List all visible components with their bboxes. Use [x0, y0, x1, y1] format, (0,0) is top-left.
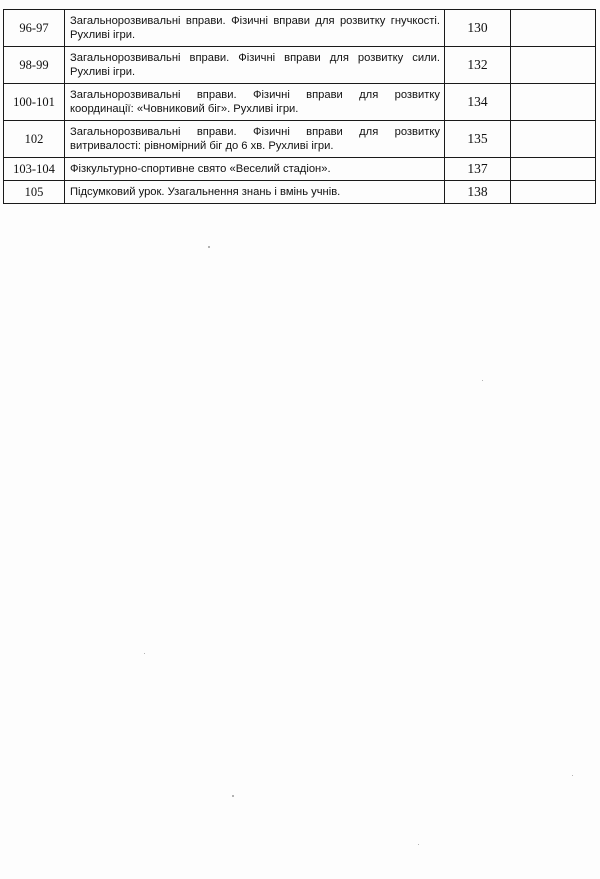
page-number-cell: 132: [445, 47, 511, 84]
table-row: [4, 47, 596, 84]
table-row: [4, 84, 596, 121]
lesson-number-cell: 98-99: [4, 47, 65, 84]
lesson-topic-cell: Загальнорозвивальні вправи. Фізичні вправи для розвитку витривалості: рівномірний біг до 6 хв. Рухливі ігри.: [65, 121, 445, 158]
table-row: [4, 10, 596, 47]
scan-speck: [482, 380, 483, 381]
lesson-number-cell: 100-101: [4, 84, 65, 121]
scan-speck: [572, 775, 573, 776]
empty-cell: [511, 181, 596, 204]
scan-speck: [208, 246, 210, 248]
empty-cell: [511, 10, 596, 47]
lesson-topic-cell: Фізкультурно-спортивне свято «Веселий стадіон».: [65, 158, 445, 181]
scan-speck: [418, 844, 419, 845]
lesson-plan-table: [3, 9, 596, 204]
lesson-number-cell: 105: [4, 181, 65, 204]
lesson-topic-cell: Загальнорозвивальні вправи. Фізичні вправи для розвитку сили. Рухливі ігри.: [65, 47, 445, 84]
page-number-cell: 135: [445, 121, 511, 158]
lesson-number-cell: 102: [4, 121, 65, 158]
scan-speck: [144, 653, 145, 654]
empty-cell: [511, 47, 596, 84]
empty-cell: [511, 84, 596, 121]
table-row: [4, 158, 596, 181]
table-row: [4, 121, 596, 158]
page-number-cell: 138: [445, 181, 511, 204]
lesson-topic-cell: Загальнорозвивальні вправи. Фізичні вправи для розвитку координації: «Човниковий біг». Рухливі ігри.: [65, 84, 445, 121]
empty-cell: [511, 158, 596, 181]
empty-cell: [511, 121, 596, 158]
lesson-number-cell: 103-104: [4, 158, 65, 181]
scan-speck: [232, 795, 234, 797]
table-row: [4, 181, 596, 204]
page-number-cell: 130: [445, 10, 511, 47]
lesson-topic-cell: Загальнорозвивальні вправи. Фізичні вправи для розвитку гнучкості. Рухливі ігри.: [65, 10, 445, 47]
lesson-topic-cell: Підсумковий урок. Узагальнення знань і вмінь учнів.: [65, 181, 445, 204]
page-number-cell: 137: [445, 158, 511, 181]
page-number-cell: 134: [445, 84, 511, 121]
lesson-number-cell: 96-97: [4, 10, 65, 47]
